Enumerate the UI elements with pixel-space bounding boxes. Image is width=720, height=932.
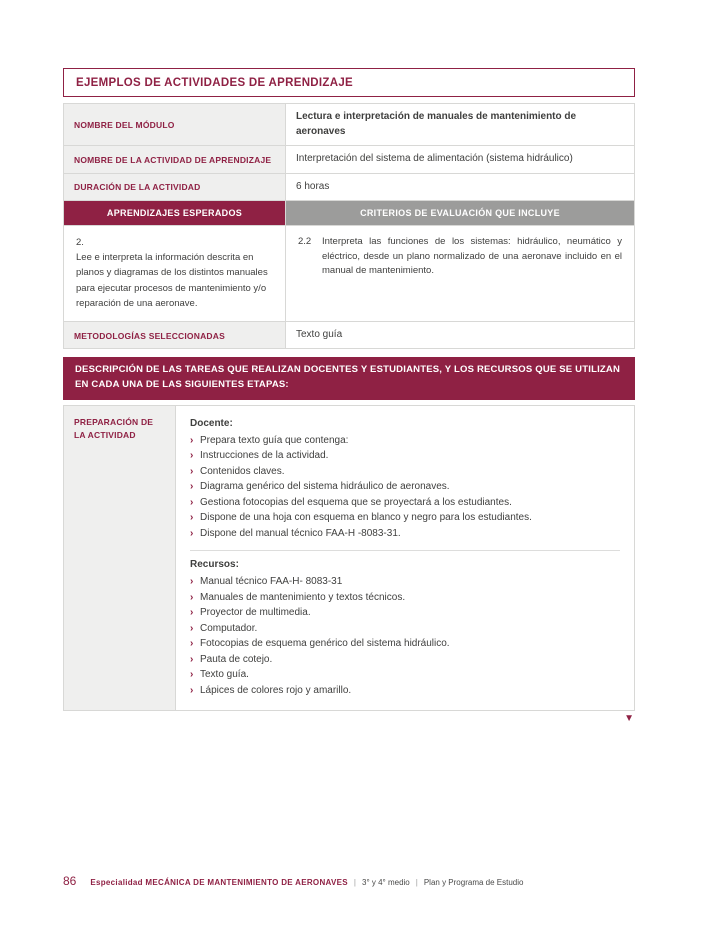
list-item-text: Fotocopias de esquema genérico del sistema hidráulico.	[200, 638, 450, 650]
learning-text: Lee e interpreta la información descrita en planos y diagramas de los distintos manuales para ejecutar procesos de mantenimiento y/o reparación de una aeronave.	[76, 252, 268, 309]
bullet-arrow-icon: ›	[190, 576, 194, 588]
list-item	[190, 464, 620, 480]
list-item	[190, 479, 620, 495]
footer-divider: |	[353, 878, 356, 887]
footer-divider: |	[415, 878, 418, 887]
bullet-arrow-icon: ›	[190, 638, 194, 650]
section-divider	[190, 550, 620, 551]
expected-learnings-header: APRENDIZAJES ESPERADOS	[64, 201, 286, 225]
learning-number: 2.	[76, 237, 84, 248]
activity-name-label: NOMBRE DE LA ACTIVIDAD DE APRENDIZAJE	[64, 146, 286, 173]
list-item	[190, 590, 620, 606]
preparation-label: PREPARACIÓN DE LA ACTIVIDAD	[64, 406, 176, 711]
bullet-arrow-icon: ›	[190, 607, 194, 619]
bullet-arrow-icon: ›	[190, 527, 194, 539]
bullet-arrow-icon: ›	[190, 669, 194, 681]
list-item	[190, 636, 620, 652]
module-name-value: Lectura e interpretación de manuales de mantenimiento de aeronaves	[296, 111, 577, 137]
table-row-module	[64, 104, 634, 146]
methodologies-value: Texto guía	[296, 328, 343, 340]
bullet-arrow-icon: ›	[190, 512, 194, 524]
preparation-content	[176, 406, 634, 711]
table-row-methodologies	[64, 322, 634, 350]
list-item-text: Prepara texto guía que contenga:	[200, 434, 349, 446]
list-item	[190, 652, 620, 668]
list-item	[190, 510, 620, 526]
footer-specialty: Especialidad MECÁNICA DE MANTENIMIENTO DE AERONAVES	[90, 878, 348, 887]
page-footer	[63, 874, 663, 888]
teacher-task-list	[190, 433, 620, 542]
list-item	[190, 433, 620, 449]
list-item	[190, 667, 620, 683]
bullet-arrow-icon: ›	[190, 434, 194, 446]
list-item-text: Instrucciones de la actividad.	[200, 450, 329, 462]
evaluation-criteria-header: CRITERIOS DE EVALUACIÓN QUE INCLUYE	[286, 201, 634, 225]
document-page	[63, 68, 635, 724]
expected-learning-cell	[64, 226, 286, 321]
resources-list	[190, 574, 620, 698]
activity-table	[63, 103, 635, 349]
list-item-text: Proyector de multimedia.	[200, 607, 311, 619]
section-title: EJEMPLOS DE ACTIVIDADES DE APRENDIZAJE	[76, 77, 354, 89]
bullet-arrow-icon: ›	[190, 465, 194, 477]
description-band: DESCRIPCIÓN DE LAS TAREAS QUE REALIZAN DOCENTES Y ESTUDIANTES, Y LOS RECURSOS QUE SE UTILIZAN EN CADA UNA DE LAS SIGUIENTES ETAPAS:	[63, 357, 635, 399]
list-item	[190, 448, 620, 464]
page-number: 86	[63, 874, 77, 888]
list-item-text: Gestiona fotocopias del esquema que se proyectará a los estudiantes.	[200, 496, 512, 508]
list-item-text: Contenidos claves.	[200, 465, 285, 477]
teacher-heading: Docente:	[190, 417, 233, 429]
list-item-text: Diagrama genérico del sistema hidráulico de aeronaves.	[200, 481, 450, 493]
list-item-text: Texto guía.	[200, 669, 249, 681]
bullet-arrow-icon: ›	[190, 684, 194, 696]
bullet-arrow-icon: ›	[190, 481, 194, 493]
list-item-text: Manual técnico FAA-H- 8083-31	[200, 576, 343, 588]
list-item	[190, 605, 620, 621]
bullet-arrow-icon: ›	[190, 653, 194, 665]
duration-label: DURACIÓN DE LA ACTIVIDAD	[64, 174, 286, 201]
table-row-duration	[64, 174, 634, 202]
list-item-text: Computador.	[200, 622, 258, 634]
footer-grade: 3° y 4° medio	[362, 878, 410, 887]
table-row-headers	[64, 201, 634, 226]
list-item-text: Lápices de colores rojo y amarillo.	[200, 684, 352, 696]
resources-heading: Recursos:	[190, 559, 239, 571]
list-item	[190, 574, 620, 590]
section-title-box	[63, 68, 635, 97]
list-item-text: Dispone del manual técnico FAA-H -8083-31.	[200, 527, 401, 539]
list-item	[190, 495, 620, 511]
table-row-learning-content	[64, 226, 634, 322]
list-item-text: Manuales de mantenimiento y textos técnicos.	[200, 591, 406, 603]
activity-name-value: Interpretación del sistema de alimentación (sistema hidráulico)	[296, 153, 573, 164]
bullet-arrow-icon: ›	[190, 450, 194, 462]
criterion-text: Interpreta las funciones de los sistemas: hidráulico, neumático y eléctrico, desde un plano normalizado de una aeronave incluido en el manual de mantenimiento.	[322, 236, 622, 277]
bullet-arrow-icon: ›	[190, 496, 194, 508]
table-row-activity	[64, 146, 634, 174]
list-item	[190, 621, 620, 637]
list-item	[190, 683, 620, 699]
methodologies-label: METODOLOGÍAS SELECCIONADAS	[64, 322, 286, 349]
list-item-text: Dispone de una hoja con esquema en blanco y negro para los estudiantes.	[200, 512, 532, 524]
module-name-label: NOMBRE DEL MÓDULO	[64, 104, 286, 145]
duration-value: 6 horas	[296, 180, 330, 192]
list-item-text: Pauta de cotejo.	[200, 653, 273, 665]
page-continuation-triangle-icon: ▼	[624, 713, 634, 725]
criterion-number: 2.2	[298, 236, 312, 247]
bullet-arrow-icon: ›	[190, 622, 194, 634]
bullet-arrow-icon: ›	[190, 591, 194, 603]
evaluation-criterion-cell	[286, 226, 634, 321]
list-item	[190, 526, 620, 542]
footer-program: Plan y Programa de Estudio	[423, 878, 524, 887]
preparation-section	[63, 405, 635, 712]
